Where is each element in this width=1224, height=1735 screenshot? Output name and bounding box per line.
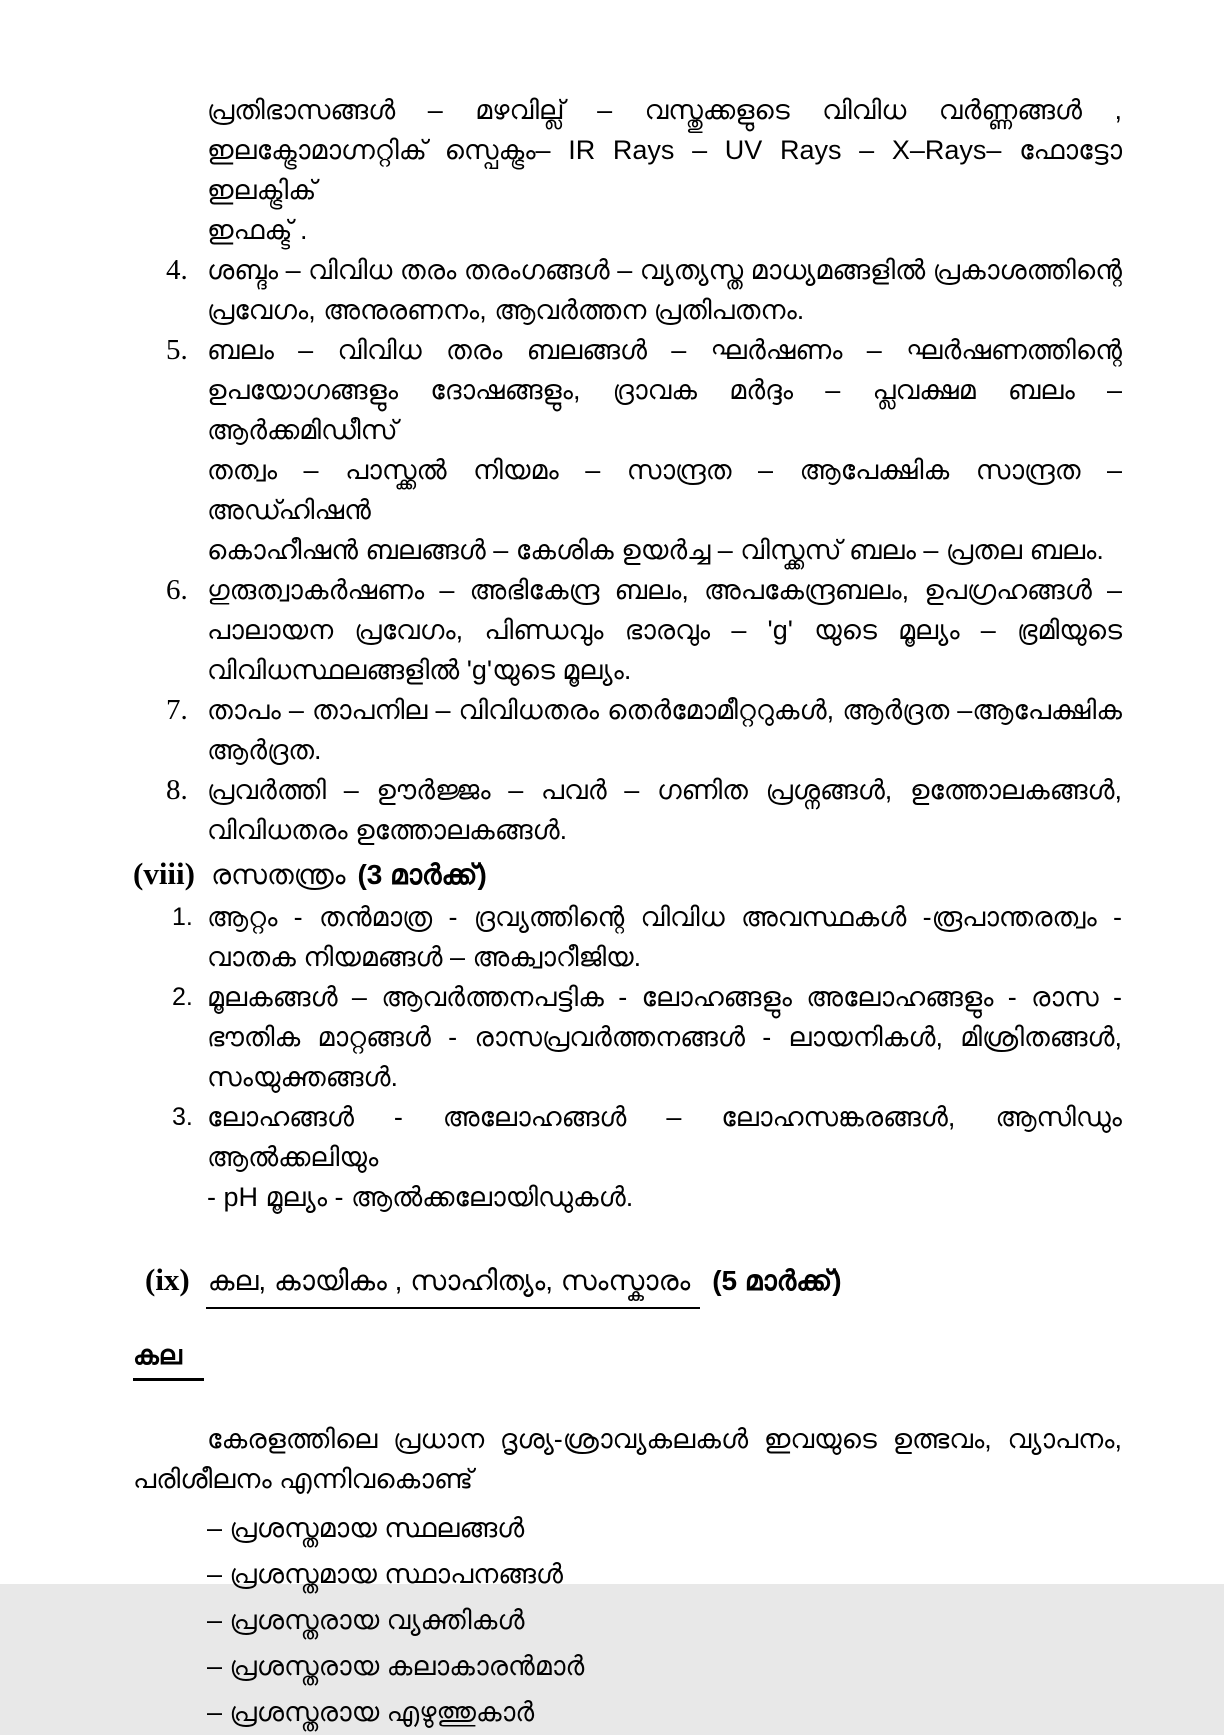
syllabus-item (133, 330, 1122, 570)
text-line: ഗുരുത്വാകർഷണം – അഭികേന്ദ്ര ബലം, അപകേന്ദ്രബലം, ഉപഗ്രഹങ്ങൾ – (207, 575, 1122, 605)
item-number: 4. (166, 254, 188, 286)
section-heading-ix (145, 1257, 1122, 1309)
item-text (207, 570, 1122, 690)
art-subheading (133, 1335, 1122, 1381)
dash-list-item: – പ്രശസ്തരായ കലാകാരൻമാർ (207, 1651, 585, 1681)
text-line: തത്വം – പാസ്ക്കൽ നിയമം – സാന്ദ്രത – ആപേക്ഷിക സാന്ദ്രത – അഡ്ഹിഷൻ (207, 455, 1122, 525)
item-text (207, 330, 1122, 570)
art-subheading-text: കല (133, 1335, 204, 1381)
section-marks-viii: (3 മാർക്ക്) (357, 859, 487, 890)
section-title-viii: രസതന്ത്രം (211, 859, 346, 890)
item-text (207, 1097, 1122, 1217)
syllabus-item (133, 690, 1122, 770)
text-line: മൂലകങ്ങൾ – ആവർത്തനപട്ടിക - ലോഹങ്ങളും അലോഹങ്ങളും - രാസ - (207, 982, 1122, 1012)
physics-topic-list (133, 250, 1122, 850)
dash-list-item: – പ്രശസ്തമായ സ്ഥാപനങ്ങൾ (207, 1559, 563, 1589)
item-text (207, 250, 1122, 330)
syllabus-item (133, 1097, 1122, 1217)
item-number: 8. (166, 774, 188, 806)
item3-continuation-lines (133, 90, 1122, 250)
item-number: 6. (166, 574, 188, 606)
text-line: പാലായന പ്രവേഗം, പിണ്ഡവും ഭാരവും – 'g' യുടെ മൂല്യം – ഭ്രമിയുടെ (207, 615, 1122, 645)
syllabus-item (133, 770, 1122, 850)
item-text (207, 770, 1122, 850)
section-heading-viii (133, 852, 1122, 897)
dash-list-item: – പ്രശസ്തമായ സ്ഥലങ്ങൾ (207, 1513, 525, 1543)
art-dash-list (133, 1505, 1122, 1735)
text-line: കൊഹീഷൻ ബലങ്ങൾ – കേശിക ഉയർച്ച – വിസ്ക്കസ് ബലം – പ്രതല ബലം. (207, 535, 1104, 565)
text-line: പ്രവർത്തി – ഊർജ്ജം – പവർ – ഗണിത പ്രശ്നങ്ങൾ, ഉത്തോലകങ്ങൾ, (207, 775, 1122, 805)
text-line: സംയുക്തങ്ങൾ. (207, 1062, 398, 1092)
item-text (207, 977, 1122, 1097)
text-line: - pH മൂല്യം - ആൽക്കലോയിഡുകൾ. (207, 1182, 634, 1212)
text-line: വിവിധസ്ഥലങ്ങളിൽ 'g'യുടെ മൂല്യം. (207, 655, 632, 685)
item-text (207, 897, 1122, 977)
text-line: പ്രതിഭാസങ്ങൾ – മഴവില്ല് – വസ്തുക്കളുടെ വിവിധ വർണ്ണങ്ങൾ , (207, 95, 1122, 125)
text-line: പരിശീലനം എന്നിവകൊണ്ട് (133, 1464, 473, 1494)
dash-list-item: – പ്രശസ്തരായ എഴുത്തുകാർ (207, 1697, 535, 1727)
text-line: ആറ്റം - തൻമാത്ര - ദ്രവ്യത്തിന്റെ വിവിധ അവസ്ഥകൾ -രൂപാന്തരത്വം - (207, 902, 1122, 932)
item-number: 1. (172, 903, 193, 931)
text-line: താപം – താപനില – വിവിധതരം തെർമോമീറ്ററുകൾ, ആർദ്രത –ആപേക്ഷിക (207, 695, 1122, 725)
section-marks-ix: (5 മാർക്ക്) (712, 1265, 842, 1296)
item-number: 7. (166, 694, 188, 726)
text-line: ഇലക്ട്രോമാഗ്നറ്റിക് സ്പെക്ട്രം– IR Rays – UV Rays – X–Rays– ഫോട്ടോ ഇലക്ട്രിക് (207, 135, 1122, 205)
text-line: വിവിധതരം ഉത്തോലകങ്ങൾ. (207, 815, 568, 845)
item-number: 3. (172, 1103, 193, 1131)
item-number: 2. (172, 983, 193, 1011)
item-number: 5. (166, 334, 188, 366)
text-line: കേരളത്തിലെ പ്രധാന ദൃശ്യ-ശ്രാവ്യകലകൾ ഇവയുടെ ഉത്ഭവം, വ്യാപനം, (207, 1424, 1122, 1454)
text-line: ആർദ്രത. (207, 735, 322, 765)
syllabus-item (133, 977, 1122, 1097)
section-title-ix: കല, കായികം , സാഹിത്യം, സംസ്കാരം (206, 1258, 700, 1309)
text-line: ഉപയോഗങ്ങളും ദോഷങ്ങളും, ദ്രാവക മർദ്ദം – പ്ലവക്ഷമ ബലം – ആർക്കമിഡീസ് (207, 375, 1122, 445)
syllabus-item (133, 897, 1122, 977)
item-text (207, 690, 1122, 770)
text-line: ഇഫക്ട് . (207, 215, 308, 245)
syllabus-item (133, 250, 1122, 330)
text-line: ബലം – വിവിധ തരം ബലങ്ങൾ – ഘർഷണം – ഘർഷണത്തിന്റെ (207, 335, 1122, 365)
art-intro-paragraph (133, 1419, 1122, 1499)
text-line: വാതക നിയമങ്ങൾ – അക്വാറീജിയ. (207, 942, 642, 972)
syllabus-item (133, 570, 1122, 690)
section-number-viii: (viii) (133, 856, 195, 891)
text-line: പ്രവേഗം, അനുരണനം, ആവർത്തന പ്രതിപതനം. (207, 295, 805, 325)
text-line: ഭൗതിക മാറ്റങ്ങൾ - രാസപ്രവർത്തനങ്ങൾ - ലായനികൾ, മിശ്രിതങ്ങൾ, (207, 1022, 1122, 1052)
dash-list-item: – പ്രശസ്തരായ വ്യക്തികൾ (207, 1605, 525, 1635)
text-line: ലോഹങ്ങൾ - അലോഹങ്ങൾ – ലോഹസങ്കരങ്ങൾ, ആസിഡും ആൽക്കലിയും (207, 1102, 1122, 1172)
text-line: ശബ്ദം – വിവിധ തരം തരംഗങ്ങൾ – വ്യത്യസ്ത മാധ്യമങ്ങളിൽ പ്രകാശത്തിന്റെ (207, 255, 1122, 285)
section-number-ix: (ix) (145, 1262, 190, 1297)
chemistry-topic-list (133, 897, 1122, 1217)
